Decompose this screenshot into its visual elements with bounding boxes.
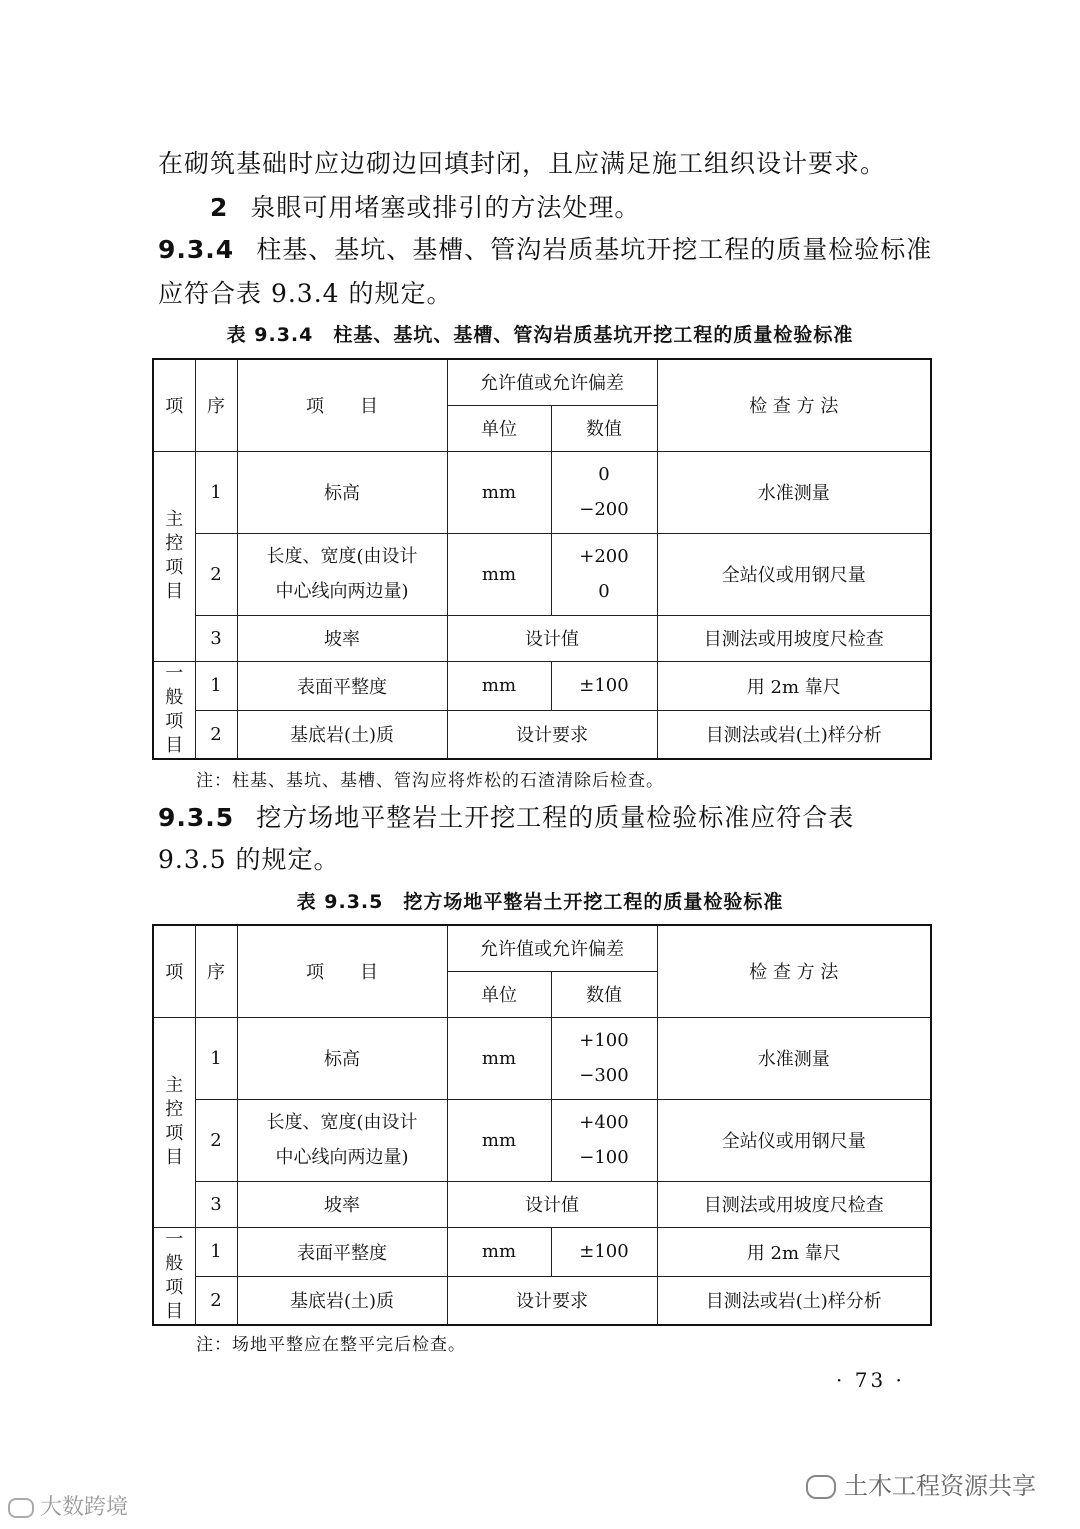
row-seq: 3 [195, 1181, 237, 1227]
watermark-wechat [806, 1466, 1036, 1501]
section-9-3-4 [158, 230, 932, 270]
row-seq: 1 [195, 1227, 237, 1277]
header-seq: 序 [195, 359, 237, 451]
watermark-text: 土木工程资源共享 [844, 1472, 1036, 1500]
row-seq: 1 [195, 1017, 237, 1099]
paragraph-line: 应符合表 9.3.4 的规定。 [158, 279, 453, 308]
header-tolerance: 允许值或允许偏差 [447, 925, 657, 971]
row-item: 长度、宽度(由设计 中心线向两边量) [237, 1099, 447, 1181]
row-item: 表面平整度 [237, 661, 447, 711]
row-seq: 1 [195, 661, 237, 711]
section-text: 挖方场地平整岩土开挖工程的质量检验标准应符合表 [256, 803, 855, 832]
row-item: 标高 [237, 1017, 447, 1099]
row-value: ±100 [551, 661, 657, 711]
general-item-label: 一 般 项 目 [153, 1227, 195, 1325]
header-seq: 序 [195, 925, 237, 1017]
header-item: 项 目 [237, 925, 447, 1017]
row-unit: mm [447, 451, 551, 533]
row-unit: mm [447, 1017, 551, 1099]
section-number: 9.3.5 [158, 803, 235, 832]
page-number: · 73 · [836, 1368, 905, 1392]
row-method: 目测法或用坡度尺检查 [657, 1181, 931, 1227]
paragraph-line: 在砌筑基础时应边砌边回填封闭，且应满足施工组织设计要求。 [158, 149, 887, 178]
row-merged-value: 设计要求 [447, 711, 657, 759]
main-control-label: 主 控 项 目 [153, 451, 195, 661]
header-item: 项 目 [237, 359, 447, 451]
main-control-label: 主 控 项 目 [153, 1017, 195, 1227]
row-seq: 2 [195, 1099, 237, 1181]
header-tolerance: 允许值或允许偏差 [447, 359, 657, 405]
row-method: 水准测量 [657, 451, 931, 533]
row-method: 目测法或岩(土)样分析 [657, 1277, 931, 1325]
section-9-3-5 [158, 798, 854, 838]
header-category: 项 [153, 359, 195, 451]
wechat-icon [806, 1475, 836, 1499]
row-value: +400 −100 [551, 1099, 657, 1181]
row-method: 全站仪或用钢尺量 [657, 533, 931, 615]
row-method: 用 2m 靠尺 [657, 1227, 931, 1277]
row-merged-value: 设计要求 [447, 1277, 657, 1325]
row-item: 坡率 [237, 615, 447, 661]
row-seq: 1 [195, 451, 237, 533]
item-number: 2 [210, 193, 229, 222]
general-item-label: 一 般 项 目 [153, 661, 195, 759]
quality-table-9-3-4 [152, 358, 932, 760]
header-unit: 单位 [447, 405, 551, 451]
row-item: 表面平整度 [237, 1227, 447, 1277]
row-seq: 2 [195, 1277, 237, 1325]
header-unit: 单位 [447, 971, 551, 1017]
row-unit: mm [447, 1099, 551, 1181]
header-method: 检 查 方 法 [657, 925, 931, 1017]
header-value: 数值 [551, 971, 657, 1017]
row-value: 0 −200 [551, 451, 657, 533]
row-item: 基底岩(土)质 [237, 711, 447, 759]
watermark-left [8, 1490, 128, 1521]
table-note: 注：柱基、基坑、基槽、管沟应将炸松的石渣清除后检查。 [196, 771, 664, 791]
row-item: 标高 [237, 451, 447, 533]
row-method: 用 2m 靠尺 [657, 661, 931, 711]
header-value: 数值 [551, 405, 657, 451]
row-method: 全站仪或用钢尺量 [657, 1099, 931, 1181]
table-caption: 表 9.3.5 挖方场地平整岩土开挖工程的质量检验标准 [296, 891, 784, 913]
row-unit: mm [447, 1227, 551, 1277]
table-caption: 表 9.3.4 柱基、基坑、基槽、管沟岩质基坑开挖工程的质量检验标准 [226, 324, 854, 346]
watermark-text: 大数跨境 [40, 1495, 129, 1520]
item-text: 泉眼可用堵塞或排引的方法处理。 [250, 193, 641, 222]
row-value: +100 −300 [551, 1017, 657, 1099]
row-method: 水准测量 [657, 1017, 931, 1099]
quality-table-9-3-5 [152, 924, 932, 1326]
row-value: ±100 [551, 1227, 657, 1277]
row-item: 长度、宽度(由设计 中心线向两边量) [237, 533, 447, 615]
header-category: 项 [153, 925, 195, 1017]
row-item: 坡率 [237, 1181, 447, 1227]
row-seq: 2 [195, 533, 237, 615]
paragraph-item-2 [210, 188, 640, 228]
section-text: 柱基、基坑、基槽、管沟岩质基坑开挖工程的质量检验标准 [256, 235, 933, 264]
row-unit: mm [447, 661, 551, 711]
row-merged-value: 设计值 [447, 615, 657, 661]
row-method: 目测法或岩(土)样分析 [657, 711, 931, 759]
row-value: +200 0 [551, 533, 657, 615]
chat-bubble-icon [8, 1498, 34, 1518]
section-number: 9.3.4 [158, 235, 235, 264]
row-unit: mm [447, 533, 551, 615]
row-item: 基底岩(土)质 [237, 1277, 447, 1325]
row-method: 目测法或用坡度尺检查 [657, 615, 931, 661]
table-note: 注：场地平整应在整平完后检查。 [196, 1335, 466, 1355]
header-method: 检 查 方 法 [657, 359, 931, 451]
row-seq: 3 [195, 615, 237, 661]
paragraph-line: 9.3.5 的规定。 [158, 845, 340, 874]
row-merged-value: 设计值 [447, 1181, 657, 1227]
row-seq: 2 [195, 711, 237, 759]
